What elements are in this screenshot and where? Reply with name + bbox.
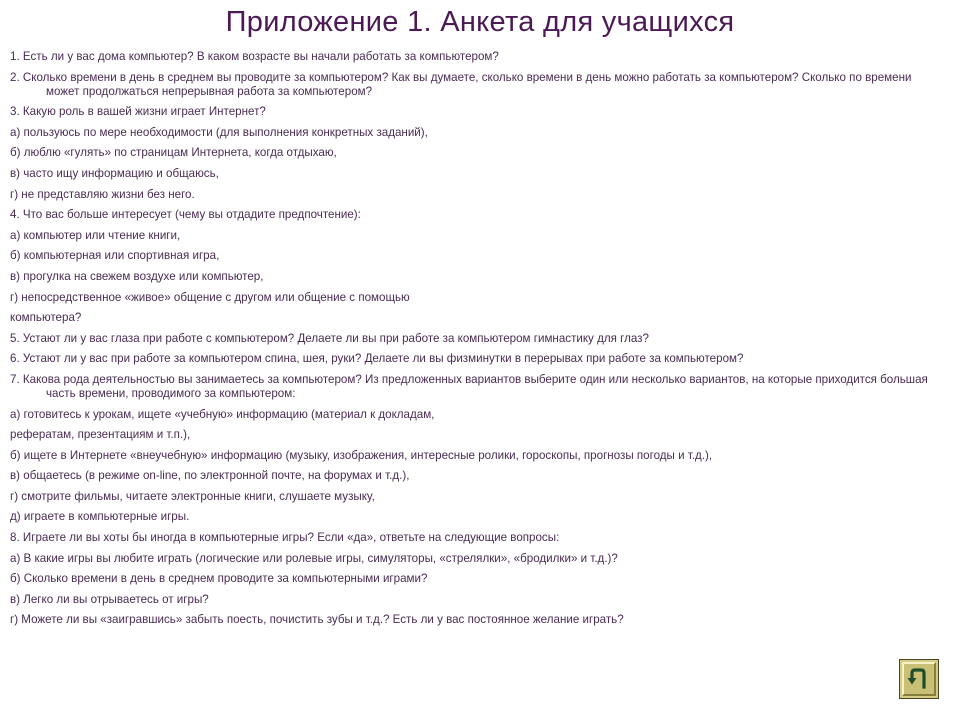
questionnaire-text	[10, 50, 935, 627]
answer-option: б) ищете в Интернете «внеучебную» информацию (музыку, изображения, интересные ролики, гороскопы, прогнозы погоды и т.д.),	[10, 448, 713, 462]
question-4: 4. Что вас больше интересует (чему вы отдадите предпочтение):	[10, 208, 361, 222]
answer-option: г) смотрите фильмы, читаете электронные книги, слушаете музыку,	[10, 489, 375, 503]
sub-question: б) Сколько времени в день в среднем проводите за компьютерными играми?	[10, 572, 428, 586]
return-button-face[interactable]	[902, 662, 936, 696]
answer-option: г) не представляю жизни без него.	[10, 187, 195, 201]
page-title: Приложение 1. Анкета для учащихся	[225, 6, 735, 38]
answer-option-continuation: компьютера?	[10, 311, 82, 325]
question-1: 1. Есть ли у вас дома компьютер? В каком возрасте вы начали работать за компьютером?	[10, 50, 499, 63]
answer-option: в) общаетесь (в режиме on-line, по электронной почте, на форумах и т.д.),	[10, 469, 410, 483]
sub-question: в) Легко ли вы отрываетесь от игры?	[10, 592, 209, 606]
answer-option-continuation: рефератам, презентациям и т.п.),	[10, 428, 191, 442]
answer-option: д) играете в компьютерные игры.	[10, 510, 190, 524]
question-3: 3. Какую роль в вашей жизни играет Интернет?	[10, 105, 266, 119]
answer-option: б) компьютерная или спортивная игра,	[10, 249, 220, 263]
question-5: 5. Устают ли у вас глаза при работе с компьютером? Делаете ли вы при работе за компьютером гимнастику для глаз?	[10, 331, 649, 345]
question-8: 8. Играете ли вы хоты бы иногда в компьютерные игры? Если «да», ответьте на следующие вопросы:	[10, 531, 560, 545]
answer-option: г) непосредственное «живое» общение с другом или общение с помощью	[10, 290, 410, 304]
question-6: 6. Устают ли у вас при работе за компьютером спина, шея, руки? Делаете ли вы физминутки в перерывах при работе за компьютером?	[10, 352, 744, 366]
sub-question: а) В какие игры вы любите играть (логические или ролевые игры, симуляторы, «стрелялки», «бродилки» и т.д.)?	[10, 551, 618, 565]
question-7: 7. Какова рода деятельностью вы занимаетесь за компьютером? Из предложенных вариантов выберите один или несколько вариантов, на которые приходится большая часть времени, проводимого за компьютером:	[10, 372, 928, 400]
answer-option: а) компьютер или чтение книги,	[10, 228, 181, 242]
answer-option: в) часто ищу информацию и общаюсь,	[10, 166, 219, 180]
answer-option: а) пользуюсь по мере необходимости (для выполнения конкретных заданий),	[10, 125, 428, 139]
answer-option: б) люблю «гулять» по страницам Интернета, когда отдыхаю,	[10, 146, 337, 160]
question-2: 2. Сколько времени в день в среднем вы проводите за компьютером? Как вы думаете, сколько времени в день можно работать за компьютером? Сколько по времени может продолжаться непрерывная работа за компьютером?	[10, 70, 912, 98]
answer-option: в) прогулка на свежем воздухе или компьютер,	[10, 269, 264, 283]
return-button[interactable]	[899, 659, 939, 699]
return-arrow-icon	[905, 665, 933, 693]
sub-question: г) Можете ли вы «заигравшись» забыть поесть, почистить зубы и т.д.? Есть ли у вас постоянное желание играть?	[10, 613, 624, 627]
answer-option: а) готовитесь к урокам, ищете «учебную» информацию (материал к докладам,	[10, 407, 435, 421]
